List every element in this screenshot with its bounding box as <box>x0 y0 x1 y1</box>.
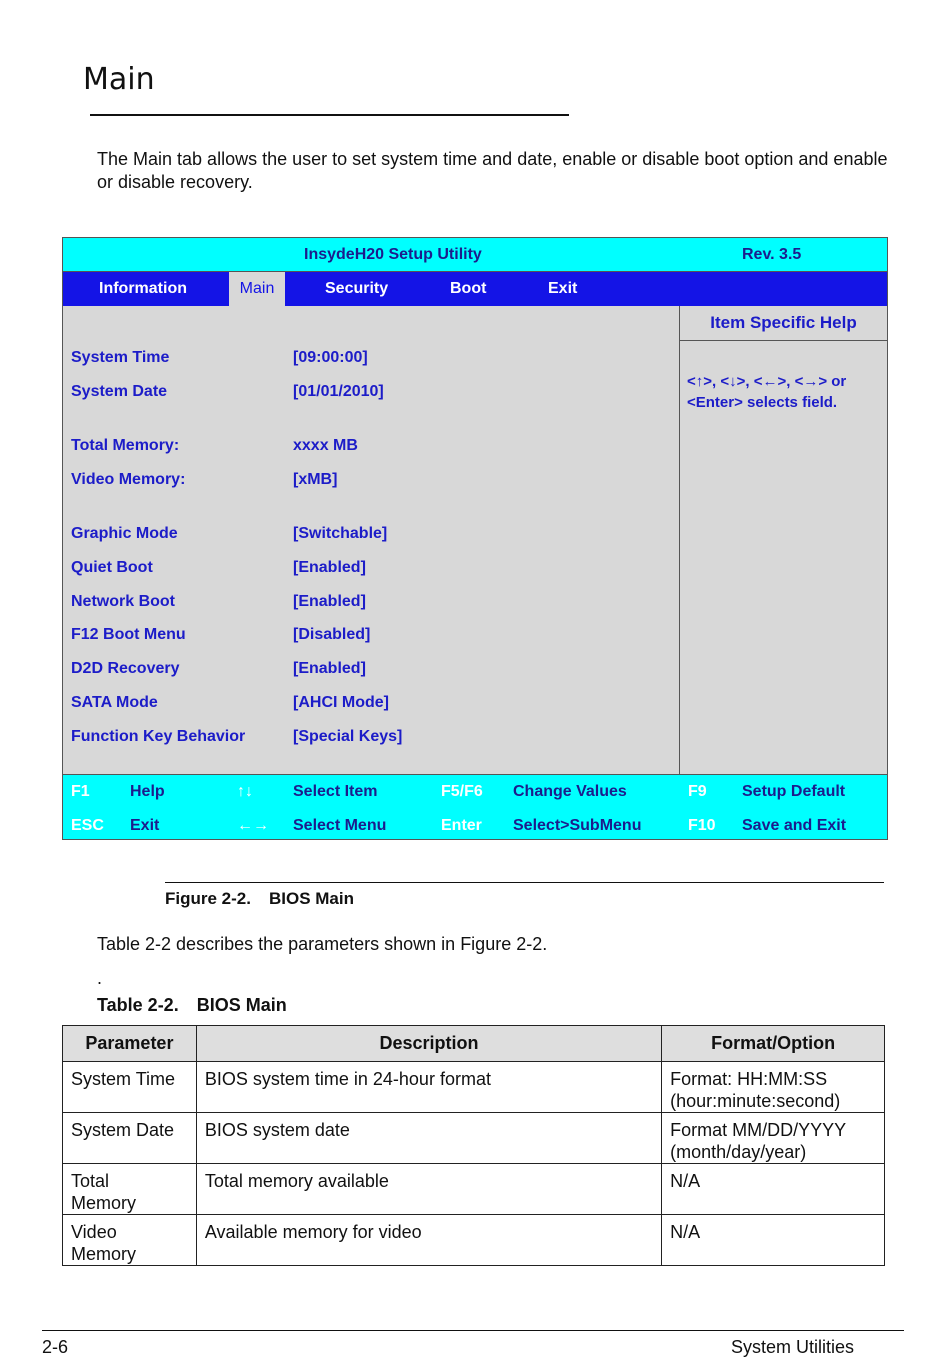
format-line: Format MM/DD/YYYY <box>670 1120 847 1140</box>
cell-parameter: System Time <box>63 1062 197 1113</box>
figure-rule <box>165 882 884 883</box>
figure-title: BIOS Main <box>268 889 354 908</box>
cell-description: BIOS system date <box>196 1113 661 1164</box>
help-line-2: <Enter> selects field. <box>687 394 838 411</box>
select-menu-desc: Select Menu <box>293 817 387 834</box>
page-heading: Main <box>83 62 155 97</box>
graphic-mode-label[interactable]: Graphic Mode <box>71 525 178 542</box>
key-f9: F9 <box>688 783 707 800</box>
setup-default-desc: Setup Default <box>742 783 846 800</box>
graphic-mode-value[interactable]: [Switchable] <box>293 525 388 542</box>
change-values-desc: Change Values <box>513 783 627 800</box>
parameter-line: Memory <box>71 1244 137 1264</box>
cell-format <box>662 1062 885 1113</box>
tab-security[interactable]: Security <box>325 280 389 297</box>
format-line: (month/day/year) <box>670 1142 807 1162</box>
header-format-option: Format/Option <box>662 1026 885 1062</box>
cell-format <box>662 1113 885 1164</box>
up-down-arrows-icon: ↑↓ <box>237 783 253 800</box>
table-row <box>63 1113 885 1164</box>
table-number: Table 2-2. <box>97 995 179 1015</box>
page-number: 2-6 <box>42 1337 69 1357</box>
function-key-behavior-value[interactable]: [Special Keys] <box>293 728 403 745</box>
table-header-row <box>63 1026 885 1062</box>
figure-number: Figure 2-2. <box>165 889 251 908</box>
parameter-line: Total <box>71 1171 110 1191</box>
table-row <box>63 1062 885 1113</box>
select-submenu-desc: Select>SubMenu <box>513 817 642 834</box>
select-item-desc: Select Item <box>293 783 378 800</box>
cell-description: BIOS system time in 24-hour format <box>196 1062 661 1113</box>
intro-paragraph: The Main tab allows the user to set system time and date, enable or disable boot option and enable or disable recovery. <box>97 149 888 192</box>
help-title: Item Specific Help <box>680 306 887 341</box>
section-name: System Utilities <box>731 1337 855 1357</box>
tab-exit[interactable]: Exit <box>548 280 578 297</box>
bios-title: InsydeH20 Setup Utility <box>304 246 482 263</box>
key-esc-desc: Exit <box>130 817 160 834</box>
d2d-recovery-label[interactable]: D2D Recovery <box>71 660 180 677</box>
system-time-value[interactable]: [09:00:00] <box>293 349 368 366</box>
format-line: Format: HH:MM:SS <box>670 1069 828 1089</box>
heading-rule <box>90 114 569 116</box>
quiet-boot-value[interactable]: [Enabled] <box>293 559 366 576</box>
d2d-recovery-value[interactable]: [Enabled] <box>293 660 366 677</box>
key-f1: F1 <box>71 783 90 800</box>
cell-parameter: System Date <box>63 1113 197 1164</box>
key-enter: Enter <box>441 817 482 834</box>
cell-description: Available memory for video <box>196 1215 661 1266</box>
cell-parameter <box>63 1164 197 1215</box>
cell-format: N/A <box>662 1215 885 1266</box>
cell-parameter <box>63 1215 197 1266</box>
key-esc: ESC <box>71 817 104 834</box>
bios-screen <box>62 237 888 840</box>
figure-caption <box>165 889 354 909</box>
parameter-line: Memory <box>71 1193 137 1213</box>
cell-description: Total memory available <box>196 1164 661 1215</box>
bios-key-legend <box>63 774 887 839</box>
help-line-1: <↑>, <↓>, <←>, <→> or <box>687 373 847 390</box>
format-line: (hour:minute:second) <box>670 1091 841 1111</box>
system-time-label[interactable]: System Time <box>71 349 170 366</box>
left-right-arrows-icon: ←→ <box>237 817 269 834</box>
stray-period: . <box>97 968 103 988</box>
f12-boot-menu-label[interactable]: F12 Boot Menu <box>71 626 186 643</box>
table-row <box>63 1164 885 1215</box>
bios-revision: Rev. 3.5 <box>742 246 802 263</box>
tab-main[interactable]: Main <box>229 272 285 306</box>
sata-mode-value[interactable]: [AHCI Mode] <box>293 694 389 711</box>
table-description: Table 2-2 describes the parameters shown in Figure 2-2. <box>97 934 548 954</box>
footer-rule <box>42 1330 904 1331</box>
parameters-table <box>62 1025 885 1266</box>
header-parameter: Parameter <box>63 1026 197 1062</box>
help-divider <box>679 306 680 774</box>
table-caption <box>97 995 287 1016</box>
network-boot-value[interactable]: [Enabled] <box>293 593 366 610</box>
video-memory-value: [xMB] <box>293 471 338 488</box>
bios-tab-bar <box>63 272 887 306</box>
system-date-value[interactable]: [01/01/2010] <box>293 383 384 400</box>
bios-title-bar <box>63 238 887 272</box>
key-f1-desc: Help <box>130 783 165 800</box>
header-description: Description <box>196 1026 661 1062</box>
key-f5-f6: F5/F6 <box>441 783 483 800</box>
function-key-behavior-label[interactable]: Function Key Behavior <box>71 728 246 745</box>
key-f10: F10 <box>688 817 716 834</box>
f12-boot-menu-value[interactable]: [Disabled] <box>293 626 371 643</box>
table-row <box>63 1215 885 1266</box>
table-title: BIOS Main <box>196 995 287 1015</box>
parameter-line: Video <box>71 1222 117 1242</box>
total-memory-label: Total Memory: <box>71 437 180 454</box>
help-text <box>687 371 882 413</box>
total-memory-value: xxxx MB <box>293 437 358 454</box>
quiet-boot-label[interactable]: Quiet Boot <box>71 559 153 576</box>
cell-format: N/A <box>662 1164 885 1215</box>
tab-information[interactable]: Information <box>99 280 187 297</box>
network-boot-label[interactable]: Network Boot <box>71 593 175 610</box>
system-date-label[interactable]: System Date <box>71 383 168 400</box>
tab-boot[interactable]: Boot <box>450 280 487 297</box>
sata-mode-label[interactable]: SATA Mode <box>71 694 158 711</box>
video-memory-label: Video Memory: <box>71 471 186 488</box>
save-and-exit-desc: Save and Exit <box>742 817 847 834</box>
